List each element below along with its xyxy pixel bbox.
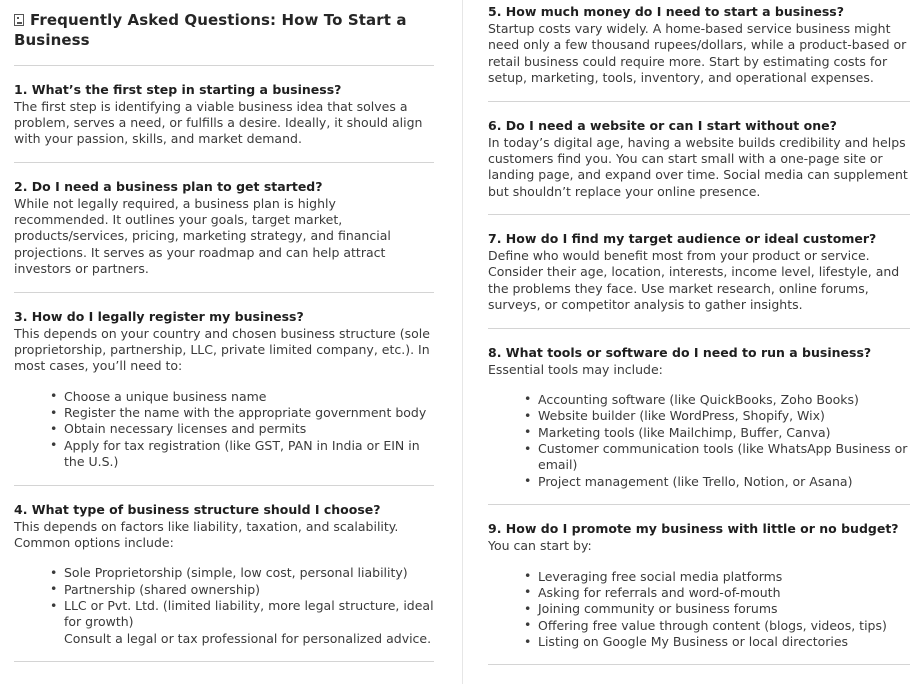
faq-question: 6. Do I need a website or can I start without one? <box>488 117 837 133</box>
page-title <box>14 10 434 51</box>
section-divider <box>14 162 434 163</box>
faq-answer: The first step is identifying a viable business idea that solves a problem, serves a need, or fulfills a desire. Ideally, it should align with your passion, skills, and market demand. <box>14 98 423 147</box>
list-item: • Partnership (shared ownership) <box>50 582 434 598</box>
faq-bullet-list <box>488 392 910 490</box>
faq-bullet-list <box>488 569 910 651</box>
list-item: • Obtain necessary licenses and permits <box>50 421 434 437</box>
list-item: • Joining community or business forums <box>524 601 910 617</box>
list-item: • Project management (like Trello, Notion, or Asana) <box>524 474 910 490</box>
faq-question: 3. How do I legally register my business? <box>14 308 304 324</box>
faq-item <box>488 521 910 650</box>
faq-item <box>488 231 910 314</box>
list-item: • Register the name with the appropriate government body <box>50 405 434 421</box>
section-divider <box>14 292 434 293</box>
page-title-text: Frequently Asked Questions: How To Start a Business <box>14 11 407 50</box>
list-item: • Choose a unique business name <box>50 389 434 405</box>
faq-item <box>14 502 434 648</box>
list-item: Consult a legal or tax professional for personalized advice. <box>64 630 432 646</box>
faq-item <box>488 4 910 87</box>
section-divider <box>488 504 910 505</box>
faq-bullet-list <box>14 565 434 647</box>
list-item: • Asking for referrals and word-of-mouth <box>524 585 910 601</box>
title-divider <box>14 65 434 66</box>
section-divider <box>488 101 910 102</box>
section-divider <box>488 664 910 665</box>
faq-question: 1. What’s the first step in starting a business? <box>14 81 342 97</box>
faq-answer: In today’s digital age, having a website builds credibility and helps customers find you. You can start small with a one-page site or landing page, and expand over time. Social media can supplement but shouldn’t replace your online presence. <box>488 134 908 199</box>
list-item: • Sole Proprietorship (simple, low cost, personal liability) <box>50 565 434 581</box>
section-divider <box>488 328 910 329</box>
list-item: • LLC or Pvt. Ltd. (limited liability, more legal structure, ideal for growth) <box>50 598 434 631</box>
faq-answer: Startup costs vary widely. A home-based service business might need only a few thousand rupees/dollars, while a product-based or retail business could require more. Start by estimating costs for setup, marketing, tools, inventory, and operational expenses. <box>488 21 907 86</box>
missing-glyph-box-icon <box>14 14 24 26</box>
list-item: • Customer communication tools (like WhatsApp Business or email) <box>524 441 910 474</box>
list-item: • Offering free value through content (blogs, videos, tips) <box>524 618 910 634</box>
faq-answer: Essential tools may include: <box>488 361 663 377</box>
list-item: • Marketing tools (like Mailchimp, Buffer, Canva) <box>524 425 910 441</box>
list-item: • Apply for tax registration (like GST, PAN in India or EIN in the U.S.) <box>50 438 434 471</box>
faq-bullet-list <box>14 389 434 471</box>
list-item: • Accounting software (like QuickBooks, Zoho Books) <box>524 392 910 408</box>
section-divider <box>14 661 434 662</box>
faq-question: 7. How do I find my target audience or ideal customer? <box>488 231 877 246</box>
faq-answer: Define who would benefit most from your product or service. Consider their age, location, interests, income level, lifestyle, and the problems they face. Use market research, online forums, surveys, or competitor analysis to gather insights. <box>488 248 900 313</box>
faq-answer: While not legally required, a business plan is highly recommended. It outlines your goals, target market, products/services, pricing, marketing strategy, and financial projections. It serves as your roadmap and can help attract investors or partners. <box>14 195 391 277</box>
right-faq-list <box>488 4 910 665</box>
list-item: • Listing on Google My Business or local directories <box>524 634 910 650</box>
faq-question: 5. How much money do I need to start a business? <box>488 4 844 19</box>
list-item: • Website builder (like WordPress, Shopify, Wix) <box>524 408 910 424</box>
faq-answer: This depends on factors like liability, taxation, and scalability. Common options include: <box>14 518 399 550</box>
faq-item <box>488 345 910 491</box>
section-divider <box>14 485 434 486</box>
faq-question: 2. Do I need a business plan to get started? <box>14 178 323 194</box>
left-faq-list <box>14 82 434 663</box>
faq-item <box>14 179 434 278</box>
faq-answer: You can start by: <box>488 538 592 554</box>
faq-item <box>488 118 910 201</box>
list-item: • Leveraging free social media platforms <box>524 569 910 585</box>
right-column <box>462 0 924 684</box>
faq-item <box>14 82 434 148</box>
faq-question: 4. What type of business structure should I choose? <box>14 501 381 517</box>
faq-question: 8. What tools or software do I need to run a business? <box>488 344 872 360</box>
faq-item <box>14 309 434 471</box>
section-divider <box>488 214 910 215</box>
faq-answer: This depends on your country and chosen business structure (sole proprietorship, partnership, LLC, private limited company, etc.). In most cases, you’ll need to: <box>14 325 430 374</box>
faq-question: 9. How do I promote my business with little or no budget? <box>488 521 899 537</box>
